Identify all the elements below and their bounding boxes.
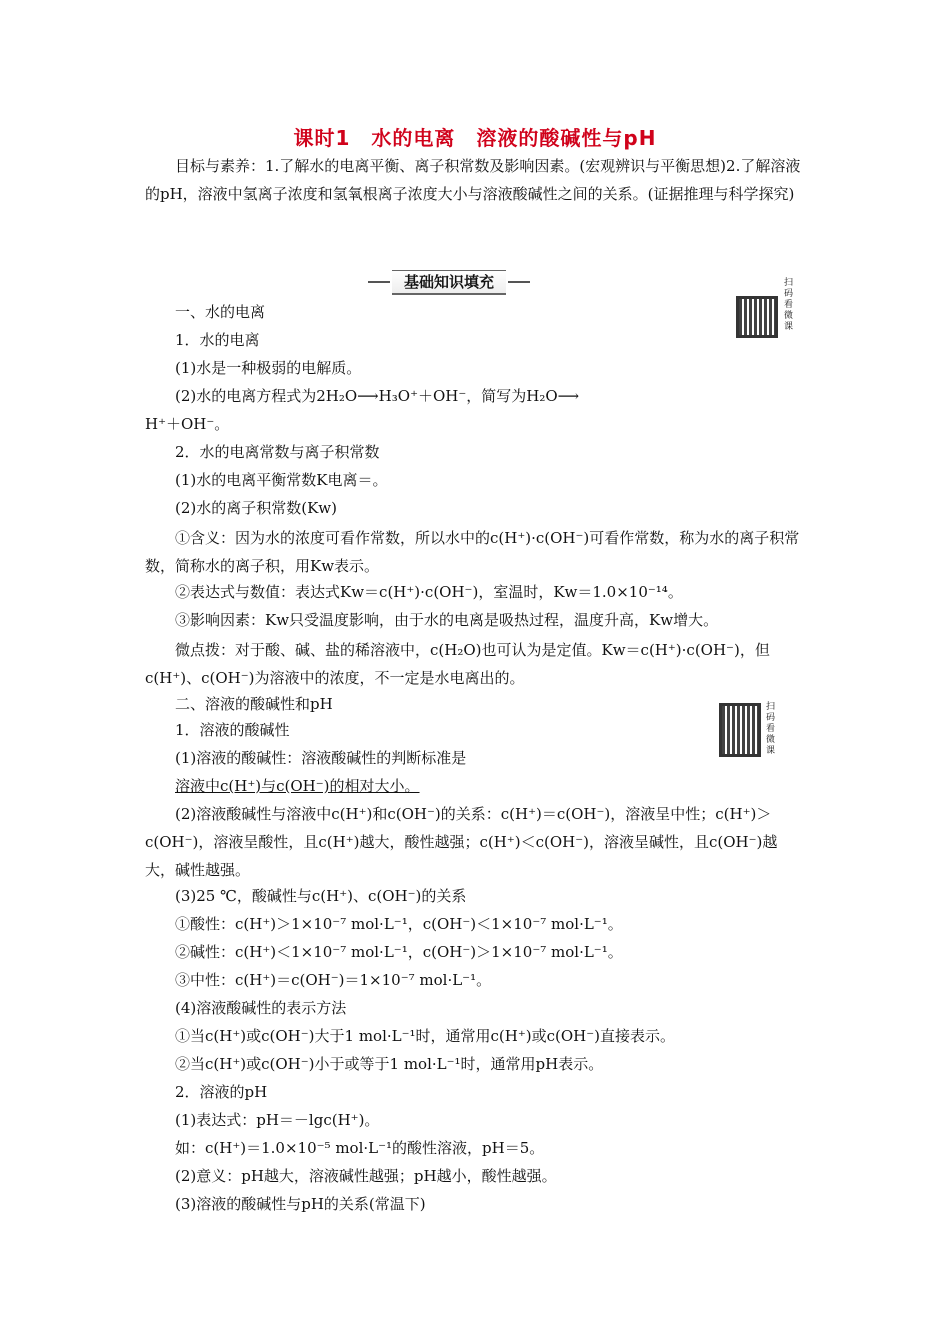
text-paragraph: ①含义：因为水的浓度可看作常数，所以水中的c(H⁺)·c(OH⁻)可看作常数，称为水的离子积常数，简称水的离子积，用Kw表示。 [145, 529, 800, 575]
text-line: ③影响因素：Kw只受温度影响，由于水的电离是吸热过程，温度升高，Kw增大。 [175, 611, 719, 629]
text-line: (1)水的电离平衡常数K电离＝。 [175, 471, 388, 489]
text-line: (4)溶液酸碱性的表示方法 [175, 999, 347, 1017]
divider [508, 281, 530, 283]
learning-objectives: 目标与素养：1.了解水的电离平衡、离子积常数及影响因素。(宏观辨识与平衡思想)2.了解溶液的pH，溶液中氢离子浓度和氢氧根离子浓度大小与溶液酸碱性之间的关系。(证据推理与科学探究) [145, 157, 801, 203]
text-line: (3)溶液的酸碱性与pH的关系(常温下) [175, 1195, 426, 1213]
lesson-title: 课时1 水的电离 溶液的酸碱性与pH [293, 126, 657, 150]
subheading: 1．溶液的酸碱性 [175, 721, 290, 739]
text-line: (1)溶液的酸碱性：溶液酸碱性的判断标准是 [175, 749, 467, 767]
text-line: ②当c(H⁺)或c(OH⁻)小于或等于1 mol·L⁻¹时，通常用pH表示。 [175, 1055, 604, 1073]
qr-caption: 扫码看微课 [784, 278, 794, 332]
subheading: 2．溶液的pH [175, 1083, 268, 1101]
section-label: 基础知识填充 [392, 270, 506, 295]
text-line: (3)25 ℃，酸碱性与c(H⁺)、c(OH⁻)的关系 [175, 887, 467, 905]
answer-text: 溶液中c(H⁺)与c(OH⁻)的相对大小。 [175, 777, 420, 795]
qr-code-icon[interactable] [736, 296, 778, 338]
text-line: (2)水的离子积常数(Kw) [175, 499, 337, 517]
qr-caption: 扫码看微课 [766, 702, 776, 756]
text-line: (1)表达式：pH＝－lgc(H⁺)。 [175, 1111, 380, 1129]
heading: 一、水的电离 [175, 303, 266, 321]
subheading: 1．水的电离 [175, 331, 260, 349]
text-line: H⁺＋OH⁻。 [145, 415, 230, 433]
text-line: ③中性：c(H⁺)＝c(OH⁻)＝1×10⁻⁷ mol·L⁻¹。 [175, 971, 492, 989]
text-line: ②表达式与数值：表达式Kw＝c(H⁺)·c(OH⁻)，室温时，Kw＝1.0×10⁻¹⁴。 [175, 583, 683, 601]
text-paragraph: 微点拨：对于酸、碱、盐的稀溶液中，c(H₂O)也可认为是定值。Kw＝c(H⁺)·c(OH⁻)，但c(H⁺)、c(OH⁻)为溶液中的浓度，不一定是水电离出的。 [145, 641, 770, 687]
text-line: (2)水的电离方程式为2H₂O⟶H₃O⁺＋OH⁻，简写为H₂O⟶ [175, 387, 580, 405]
subheading: 2．水的电离常数与离子积常数 [175, 443, 380, 461]
divider [368, 281, 390, 283]
text-line: ①当c(H⁺)或c(OH⁻)大于1 mol·L⁻¹时，通常用c(H⁺)或c(OH⁻)直接表示。 [175, 1027, 676, 1045]
text-line: 如：c(H⁺)＝1.0×10⁻⁵ mol·L⁻¹的酸性溶液，pH＝5。 [175, 1139, 545, 1157]
qr-code-icon[interactable] [719, 703, 761, 757]
heading: 二、溶液的酸碱性和pH [175, 695, 333, 713]
text-line: ②碱性：c(H⁺)＜1×10⁻⁷ mol·L⁻¹，c(OH⁻)＞1×10⁻⁷ mol·L⁻¹。 [175, 943, 623, 961]
text-line: (1)水是一种极弱的电解质。 [175, 359, 362, 377]
text-paragraph: (2)溶液酸碱性与溶液中c(H⁺)和c(OH⁻)的关系：c(H⁺)＝c(OH⁻)，溶液呈中性；c(H⁺)＞c(OH⁻)，溶液呈酸性，且c(H⁺)越大，酸性越强；c(H⁺)＜c(OH⁻)，溶液呈碱性，且c(OH⁻)越大，碱性越强。 [145, 805, 778, 879]
text-line: ①酸性：c(H⁺)＞1×10⁻⁷ mol·L⁻¹，c(OH⁻)＜1×10⁻⁷ mol·L⁻¹。 [175, 915, 623, 933]
text-line: (2)意义：pH越大，溶液碱性越强；pH越小，酸性越强。 [175, 1167, 557, 1185]
section-header [368, 270, 530, 294]
